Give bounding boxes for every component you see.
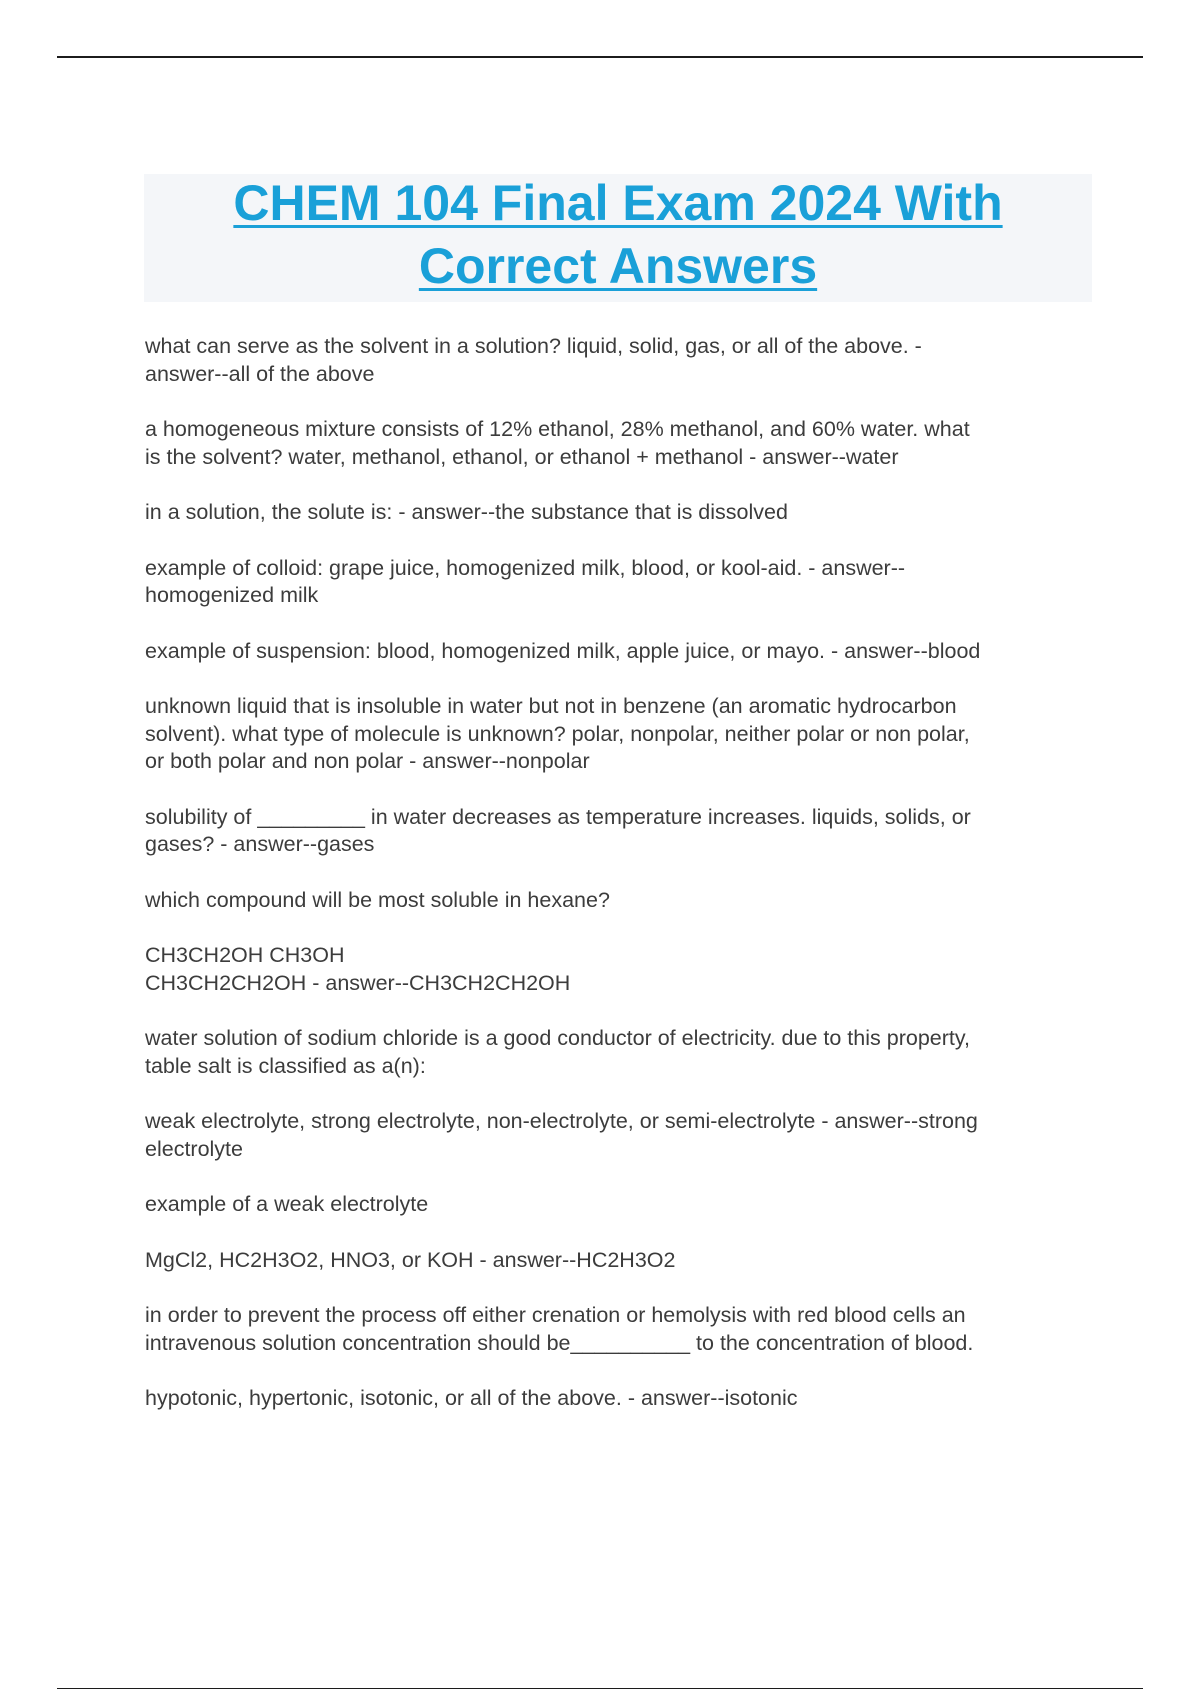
top-divider	[57, 56, 1143, 58]
question-paragraph: example of suspension: blood, homogenized milk, apple juice, or mayo. - answer--blood	[145, 638, 981, 663]
question-paragraph: example of a weak electrolyte	[145, 1192, 429, 1216]
question-paragraph: in a solution, the solute is: - answer--the substance that is dissolved	[145, 500, 788, 524]
question-paragraph: hypotonic, hypertonic, isotonic, or all of the above. - answer--isotonic	[145, 1386, 798, 1410]
question-paragraph: MgCl2, HC2H3O2, HNO3, or KOH - answer--HC2H3O2	[145, 1247, 676, 1272]
question-paragraph: CH3CH2OH CH3OH CH3CH2CH2OH - answer--CH3CH2CH2OH	[145, 943, 571, 995]
question-paragraph: in order to prevent the process off either crenation or hemolysis with red blood cells an intravenous solution concentration should be__________ to the concentration of blood.	[145, 1303, 974, 1355]
question-paragraph: weak electrolyte, strong electrolyte, non-electrolyte, or semi-electrolyte - answer--strong electrolyte	[145, 1109, 978, 1161]
title-line-1: CHEM 104 Final Exam 2024 With	[233, 175, 1003, 231]
question-paragraph: solubility of _________ in water decreases as temperature increases. liquids, solids, or gases? - answer--gases	[145, 804, 971, 856]
question-list	[145, 333, 1095, 1441]
question-paragraph: water solution of sodium chloride is a good conductor of electricity. due to this property, table salt is classified as a(n):	[145, 1026, 970, 1078]
bottom-divider	[57, 1688, 1143, 1689]
question-paragraph: unknown liquid that is insoluble in water but not in benzene (an aromatic hydrocarbon solvent). what type of molecule is unknown? polar, nonpolar, neither polar or non polar, or both polar and non polar - answer--nonpolar	[145, 694, 970, 773]
question-paragraph: example of colloid: grape juice, homogenized milk, blood, or kool-aid. - answer-- homogenized milk	[145, 555, 906, 607]
title-line-2: Correct Answers	[418, 238, 818, 294]
question-paragraph: which compound will be most soluble in hexane?	[145, 887, 610, 912]
question-paragraph: a homogeneous mixture consists of 12% ethanol, 28% methanol, and 60% water. what is the solvent? water, methanol, ethanol, or ethanol + methanol - answer--water	[145, 417, 970, 469]
page-title	[144, 172, 1092, 298]
question-paragraph: what can serve as the solvent in a solution? liquid, solid, gas, or all of the above. - answer--all of the above	[145, 334, 922, 386]
